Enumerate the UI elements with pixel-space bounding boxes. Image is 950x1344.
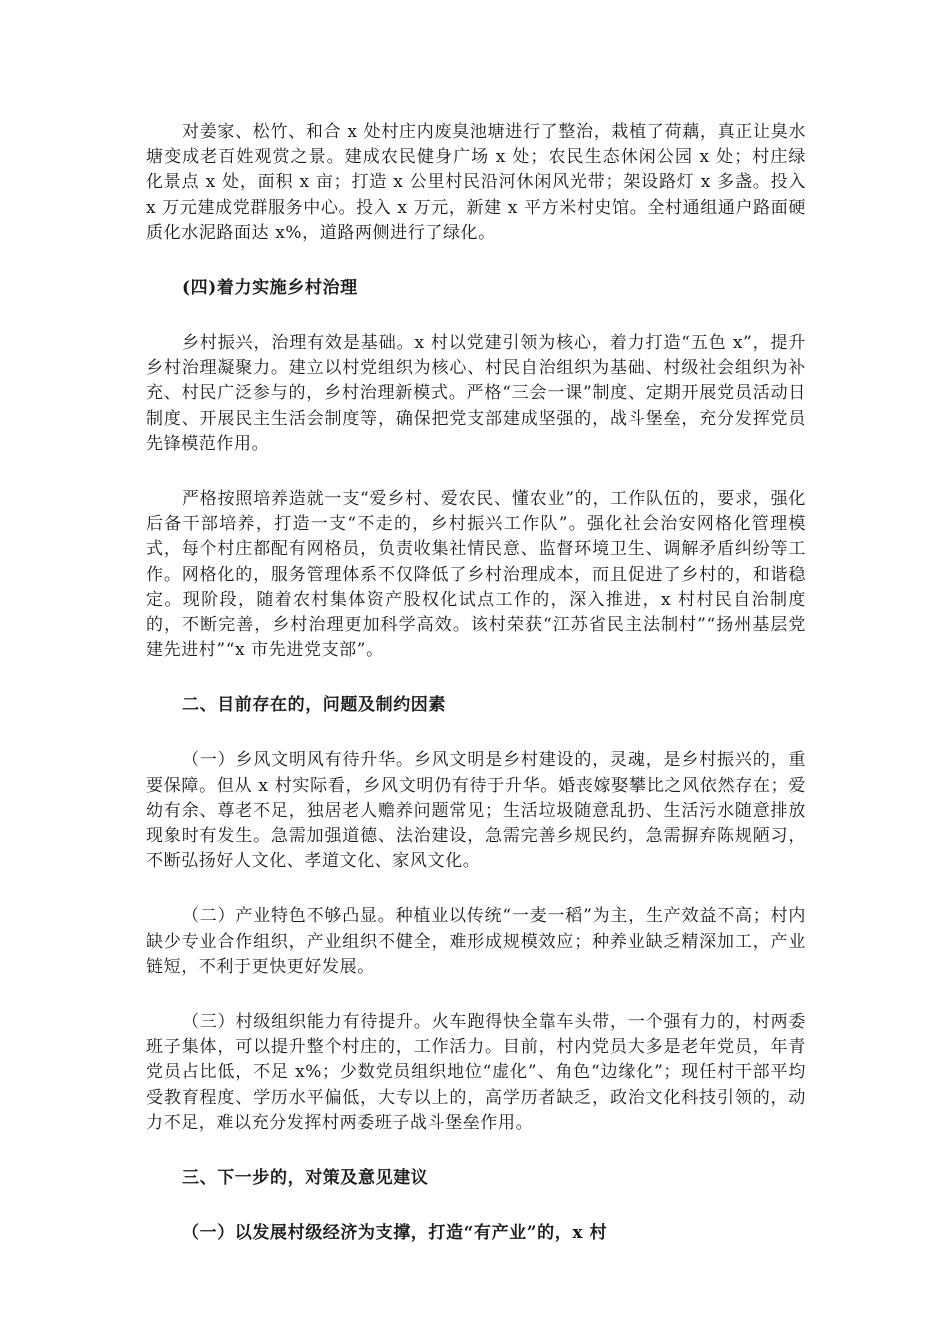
paragraph-industry-problem: （二）产业特色不够凸显。种植业以传统“一麦一稻”为主，生产效益不高；村内缺少专业合作组织，产业组织不健全，难形成规模效应；种养业缺乏精深加工，产业链短，不利于更快更好发展。: [146, 906, 806, 977]
subsection-heading-economy: （一）以发展村级经济为支撑，打造“有产业”的，x 村: [182, 1223, 608, 1244]
document-page: [146, 120, 806, 1246]
paragraph-organization-problem: （三）村级组织能力有待提升。火车跑得快全靠车头带，一个强有力的，村两委班子集体，可以提升整个村庄的，工作活力。目前，村内党员大多是老年党员，年青党员占比低，不足 x%；少数党员组织地位“虚化”、角色“边缘化”；现任村干部平均受教育程度、学历水平偏低，大专以上的，高学历者缺乏，政治文化科技引领的，动力不足，难以充分发挥村两委班子战斗堡垒作用。: [146, 1012, 806, 1133]
paragraph-team-building: 严格按照培养造就一支“爱乡村、爱农民、懂农业”的，工作队伍的，要求，强化后备干部培养，打造一支“不走的，乡村振兴工作队”。强化社会治安网格化管理模式，每个村庄都配有网格员，负责收集社情民意、监督环境卫生、调解矛盾纠纷等工作。网格化的，服务管理体系不仅降低了乡村治理成本，而且促进了乡村的，和谐稳定。现阶段，随着农村集体资产股权化试点工作的，深入推进，x 村村民自治制度的，不断完善，乡村治理更加科学高效。该村荣获“江苏省民主法制村”“扬州基层党建先进村”“x 市先进党支部”。: [146, 489, 806, 661]
paragraph-village-renovation: 对姜家、松竹、和合 x 处村庄内废臭池塘进行了整治，栽植了荷藕，真正让臭水塘变成老百姓观赏之景。建成农民健身广场 x 处；农民生态休闲公园 x 处；村庄绿化景点 x 处，面积 x 亩；打造 x 公里村民沿河休闲风光带；架设路灯 x 多盏。投入 x 万元建成党群服务中心。投入 x 万元，新建 x 平方米村史馆。全村通组通户路面硬质化水泥路面达 x%，道路两侧进行了绿化。: [146, 122, 806, 243]
section-heading-existing-problems: 二、目前存在的，问题及制约因素: [182, 695, 446, 716]
section-heading-next-steps: 三、下一步的，对策及意见建议: [182, 1168, 429, 1189]
paragraph-civility-problem: （一）乡风文明风有待升华。乡风文明是乡村建设的，灵魂，是乡村振兴的，重要保障。但从 x 村实际看，乡风文明仍有待于升华。婚丧嫁娶攀比之风依然存在；爱幼有余、尊老不足，独居老人赡养问题常见；生活垃圾随意乱扔、生活污水随意排放现象时有发生。急需加强道德、法治建设，急需完善乡规民约，急需摒弃陈规陋习，不断弘扬好人文化、孝道文化、家风文化。: [146, 750, 806, 872]
paragraph-governance-foundation: 乡村振兴，治理有效是基础。x 村以党建引领为核心，着力打造“五色 x”，提升乡村治理凝聚力。建立以村党组织为核心、村民自治组织为基础、村级社会组织为补充、村民广泛参与的，乡村治理新模式。严格“三会一课”制度、定期开展党员活动日制度、开展民主生活会制度等，确保把党支部建成坚强的，战斗堡垒，充分发挥党员先锋模范作用。: [146, 333, 806, 454]
section-heading-rural-governance: (四)着力实施乡村治理: [182, 278, 358, 299]
